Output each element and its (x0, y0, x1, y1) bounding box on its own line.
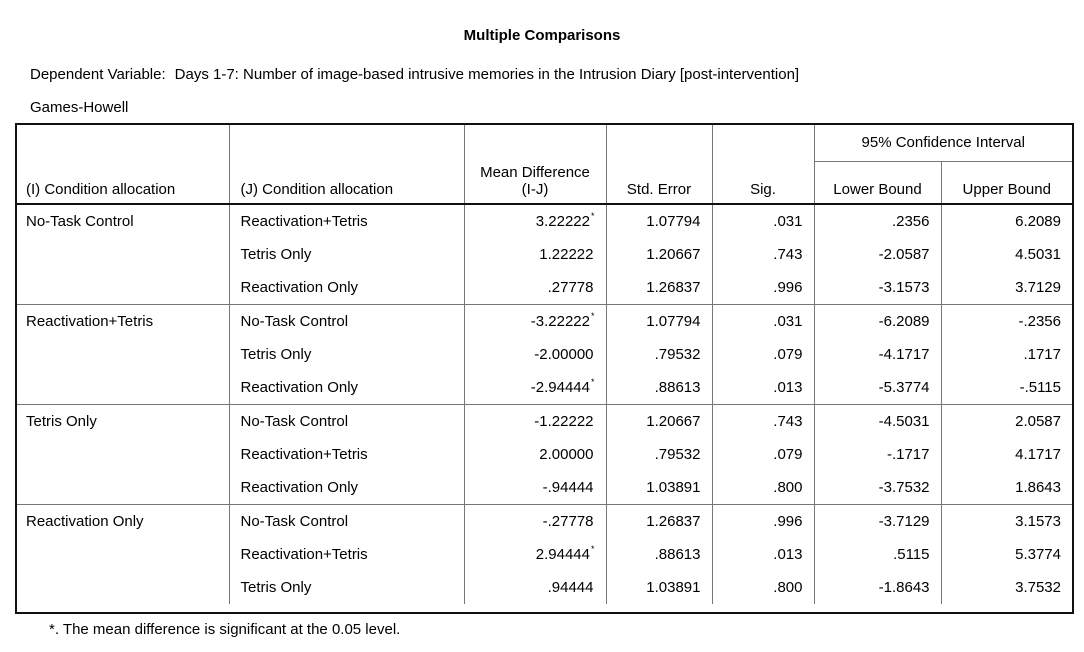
table-body (15, 204, 1072, 604)
cell-j-condition: No-Task Control (229, 505, 464, 539)
cell-upper-bound: 5.3774 (1015, 546, 1061, 563)
cell-sig: .013 (712, 538, 814, 571)
cell-j-condition: No-Task Control (229, 305, 464, 339)
header-upper-bound: Upper Bound (941, 162, 1072, 205)
cell-j-condition: Reactivation+Tetris (229, 438, 464, 471)
cell-upper-bound: 6.2089 (1015, 213, 1061, 230)
multiple-comparisons-table (15, 123, 1072, 604)
cell-std-error: .79532 (606, 438, 712, 471)
cell-std-error: 1.26837 (606, 271, 712, 305)
table-row (15, 571, 1072, 604)
dependent-variable-line (30, 66, 799, 83)
cell-i-condition (15, 271, 229, 305)
header-i-condition: (I) Condition allocation (15, 123, 229, 204)
cell-upper-bound: 2.0587 (1015, 413, 1061, 430)
table-row (15, 271, 1072, 305)
cell-sig: .031 (712, 204, 814, 238)
cell-mean-difference: .94444 (464, 571, 606, 604)
cell-sig: .800 (712, 471, 814, 505)
cell-std-error: 1.03891 (606, 571, 712, 604)
cell-std-error: 1.03891 (606, 471, 712, 505)
cell-std-error: 1.07794 (606, 204, 712, 238)
cell-upper-bound: 1.8643 (941, 471, 1072, 505)
cell-upper-bound: 3.7129 (941, 271, 1072, 305)
cell-lower-bound: -3.1573 (814, 271, 941, 305)
cell-sig: .800 (712, 571, 814, 604)
cell-upper-bound: .1717 (1023, 346, 1061, 363)
cell-lower-bound: -1.8643 (814, 571, 941, 604)
header-sig: Sig. (712, 123, 814, 204)
header-j-condition: (J) Condition allocation (229, 123, 464, 204)
cell-std-error: 1.07794 (606, 305, 712, 339)
cell-std-error: 1.20667 (606, 405, 712, 439)
cell-j-condition: Tetris Only (229, 571, 464, 604)
cell-upper-bound: 4.5031 (1015, 246, 1061, 263)
table-row (15, 438, 1072, 471)
table-row (15, 204, 1072, 238)
cell-lower-bound: -6.2089 (814, 305, 941, 339)
table-row (15, 471, 1072, 505)
cell-lower-bound: -4.1717 (814, 338, 941, 371)
cell-sig: .031 (712, 305, 814, 339)
cell-sig: .743 (712, 238, 814, 271)
dependent-variable-value: Days 1-7: Number of image-based intrusive memories in the Intrusion Diary [post-intervention] (174, 66, 800, 83)
table-row (15, 538, 1072, 571)
cell-i-condition: No-Task Control (15, 204, 229, 238)
cell-i-condition: Reactivation Only (15, 505, 229, 539)
cell-i-condition: Tetris Only (15, 405, 229, 439)
table-row (15, 305, 1072, 339)
cell-lower-bound: -2.0587 (814, 238, 941, 271)
cell-i-condition (15, 371, 229, 405)
cell-mean-difference: -1.22222 (464, 405, 606, 439)
cell-mean-difference: -.94444 (464, 471, 606, 505)
table-row (15, 371, 1072, 405)
cell-mean-difference: .27778 (464, 271, 606, 305)
cell-mean-difference: 2.94444* (464, 538, 606, 571)
cell-j-condition: Reactivation Only (229, 271, 464, 305)
cell-i-condition (15, 438, 229, 471)
cell-sig: .013 (712, 371, 814, 405)
significance-marker: * (590, 544, 595, 554)
cell-j-condition: Reactivation Only (229, 471, 464, 505)
cell-sig: .996 (712, 505, 814, 539)
cell-std-error: .88613 (606, 371, 712, 405)
cell-lower-bound: -.1717 (814, 438, 941, 471)
table-row (15, 505, 1072, 539)
cell-mean-difference: -.27778 (464, 505, 606, 539)
cell-mean-difference: -2.94444* (464, 371, 606, 405)
cell-i-condition (15, 238, 229, 271)
cell-std-error: .79532 (606, 338, 712, 371)
cell-std-error: .88613 (606, 538, 712, 571)
cell-lower-bound: -3.7532 (814, 471, 941, 505)
cell-sig: .079 (712, 438, 814, 471)
cell-i-condition (15, 471, 229, 505)
dependent-variable-label: Dependent Variable: (30, 66, 166, 83)
cell-lower-bound: .2356 (814, 204, 941, 238)
cell-upper-bound: 4.1717 (1015, 446, 1061, 463)
cell-j-condition: Tetris Only (229, 338, 464, 371)
header-lower-bound: Lower Bound (814, 162, 941, 205)
cell-mean-difference: -2.00000 (464, 338, 606, 371)
cell-lower-bound: -4.5031 (814, 405, 941, 439)
cell-sig: .743 (712, 405, 814, 439)
cell-mean-difference: 1.22222 (464, 238, 606, 271)
cell-sig: .079 (712, 338, 814, 371)
cell-mean-difference: 2.00000 (464, 438, 606, 471)
cell-lower-bound: -3.7129 (814, 505, 941, 539)
cell-j-condition: Tetris Only (229, 238, 464, 271)
cell-upper-bound: 3.1573 (1015, 513, 1061, 530)
cell-j-condition: Reactivation+Tetris (229, 538, 464, 571)
significance-marker: * (590, 211, 595, 221)
significance-footnote: *. The mean difference is significant at the 0.05 level. (49, 621, 401, 638)
cell-std-error: 1.26837 (606, 505, 712, 539)
cell-i-condition (15, 571, 229, 604)
cell-i-condition: Reactivation+Tetris (15, 305, 229, 339)
table-row (15, 405, 1072, 439)
header-mean-difference: Mean Difference (I-J) (464, 123, 606, 204)
cell-sig: .996 (712, 271, 814, 305)
cell-j-condition: Reactivation+Tetris (229, 204, 464, 238)
cell-i-condition (15, 338, 229, 371)
cell-lower-bound: -5.3774 (814, 371, 941, 405)
cell-upper-bound: 3.7532 (1015, 579, 1061, 596)
cell-std-error: 1.20667 (606, 238, 712, 271)
table-row (15, 338, 1072, 371)
table-row (15, 238, 1072, 271)
cell-upper-bound: -.2356 (1018, 313, 1061, 330)
cell-upper-bound: -.5115 (941, 371, 1072, 405)
header-confidence-interval: 95% Confidence Interval (814, 123, 1072, 162)
cell-j-condition: No-Task Control (229, 405, 464, 439)
table-title: Multiple Comparisons (463, 27, 621, 44)
cell-j-condition: Reactivation Only (229, 371, 464, 405)
cell-lower-bound: .5115 (814, 538, 941, 571)
cell-mean-difference: -3.22222* (464, 305, 606, 339)
significance-marker: * (590, 311, 595, 321)
cell-mean-difference: 3.22222* (464, 204, 606, 238)
post-hoc-method: Games-Howell (30, 99, 129, 116)
header-std-error: Std. Error (606, 123, 712, 204)
cell-i-condition (15, 538, 229, 571)
significance-marker: * (590, 377, 595, 387)
